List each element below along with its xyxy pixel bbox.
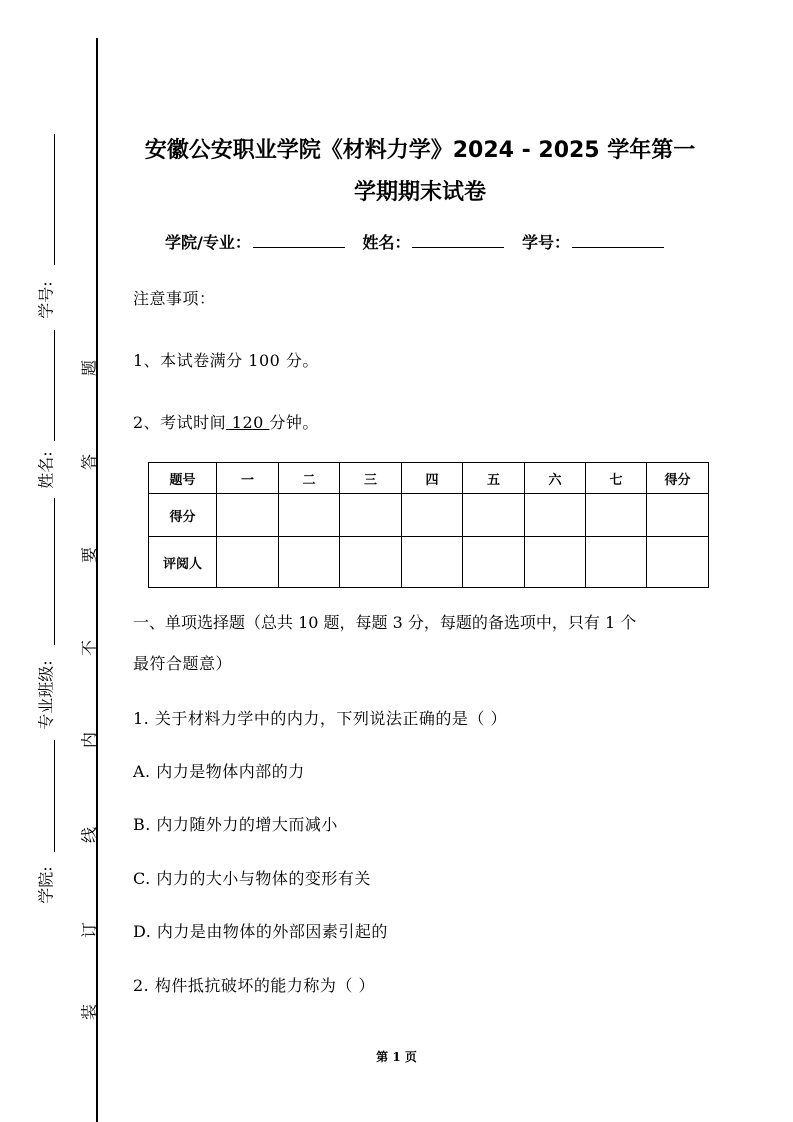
section-1-heading: 一、单项选择题（总共 10 题，每题 3 分，每题的备选项中，只有 1 个 [133,613,637,632]
header-cell: 题号 [149,463,217,494]
id-label: 学号： [522,233,571,252]
field-line [54,740,55,852]
student-info [165,230,676,253]
name-label: 姓名： [362,233,411,252]
score-cell[interactable] [525,494,586,537]
seal-char: 题 [79,359,99,377]
page-number: 第 1 页 [376,1050,417,1064]
binding-field-name: 姓名: [36,451,56,489]
reviewer-cell[interactable] [279,537,340,588]
binding-line [96,38,98,1122]
seal-char: 内 [79,731,99,749]
reviewer-cell[interactable] [647,537,709,588]
header-cell: 得分 [647,463,709,494]
reviewer-cell[interactable] [217,537,279,588]
score-cell[interactable] [402,494,463,537]
binding-field-college: 学院: [36,866,56,904]
header-cell: 四 [402,463,463,494]
note-2-pre: 2、考试时间 [133,413,227,432]
question-1-stem: 1. 关于材料力学中的内力，下列说法正确的是（ ） [133,709,507,728]
reviewer-cell[interactable] [402,537,463,588]
notes-heading: 注意事项： [133,289,216,308]
header-cell: 五 [463,463,525,494]
seal-char: 答 [79,453,99,471]
reviewer-cell[interactable] [463,537,525,588]
exam-duration: 120 [226,413,270,432]
row-label: 评阅人 [149,537,217,588]
row-label: 得分 [149,494,217,537]
seal-char: 线 [79,826,99,844]
college-blank[interactable] [253,233,345,248]
question-2-stem: 2. 构件抵抗破坏的能力称为（ ） [133,976,375,995]
section-1-heading-cont: 最符合题意） [133,654,233,673]
score-cell[interactable] [217,494,279,537]
score-cell[interactable] [586,494,647,537]
table-header-row [149,463,709,494]
question-1-option-b: B. 内力随外力的增大而减小 [133,815,338,834]
seal-char: 不 [79,639,99,657]
table-row [149,537,709,588]
score-cell[interactable] [340,494,402,537]
id-blank[interactable] [572,233,664,248]
reviewer-cell[interactable] [525,537,586,588]
reviewer-cell[interactable] [586,537,647,588]
note-2-post: 分钟。 [269,413,319,432]
score-cell[interactable] [279,494,340,537]
seal-char: 订 [79,921,99,939]
seal-char: 装 [79,1003,99,1021]
college-label: 学院/专业： [165,233,251,252]
header-cell: 七 [586,463,647,494]
question-1-option-d: D. 内力是由物体的外部因素引起的 [133,922,388,941]
note-1: 1、本试卷满分 100 分。 [133,351,319,370]
header-cell: 一 [217,463,279,494]
score-cell[interactable] [647,494,709,537]
binding-field-class: 专业班级: [36,660,56,730]
binding-field-id: 学号: [36,281,56,319]
note-2 [133,410,319,433]
score-cell[interactable] [463,494,525,537]
score-table [148,462,709,588]
field-line [54,498,55,645]
header-cell: 二 [279,463,340,494]
table-row [149,494,709,537]
header-cell: 三 [340,463,402,494]
question-1-option-a: A. 内力是物体内部的力 [133,762,305,781]
field-line [54,134,55,265]
name-blank[interactable] [412,233,504,248]
seal-char: 要 [79,546,99,564]
question-1-option-c: C. 内力的大小与物体的变形有关 [133,869,371,888]
reviewer-cell[interactable] [340,537,402,588]
field-line [54,330,55,441]
header-cell: 六 [525,463,586,494]
exam-title-line1: 安徽公安职业学院《材料力学》2024 - 2025 学年第一 [144,138,696,163]
exam-title-line2: 学期期末试卷 [353,180,486,205]
